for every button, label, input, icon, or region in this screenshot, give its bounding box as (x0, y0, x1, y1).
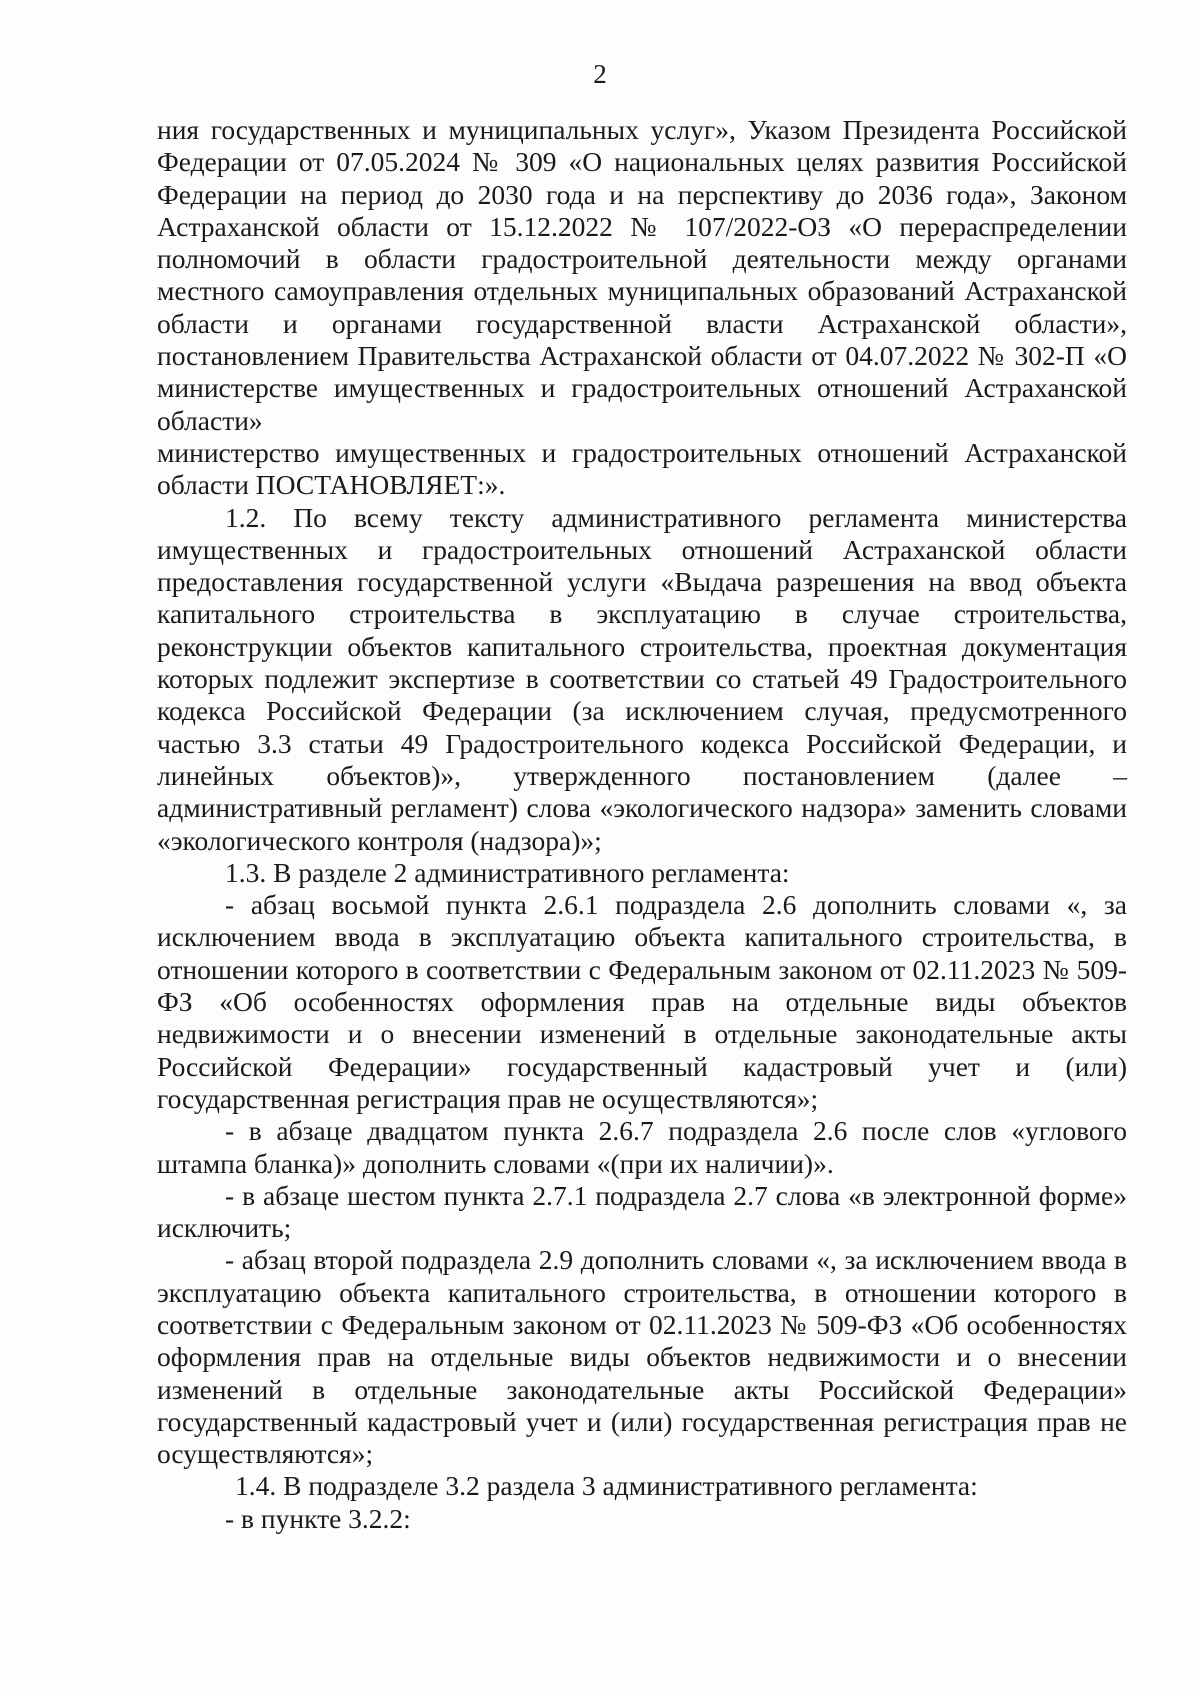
document-body (157, 114, 1127, 1535)
list-item-2-6-1: - абзац восьмой пункта 2.6.1 подраздела 2.6 дополнить словами «, за исключением ввода в эксплуатацию объекта капитального строительства, в отношении которого в соответствии с Федеральным законом от 02.11.2023 № 509-ФЗ «Об особенностях оформления прав на отдельные виды объектов недвижимости и о внесении изменений в отдельные законодательные акты Российской Федерации» государственный кадастровый учет и (или) государственная регистрация прав не осуществляются»; (157, 889, 1127, 1114)
list-item-3-2-2: - в пункте 3.2.2: (225, 1502, 411, 1534)
list-item-2-7-1: - в абзаце шестом пункта 2.7.1 подраздела 2.7 слова «в электронной форме» исключить; (157, 1179, 1127, 1244)
paragraph-resolves: министерство имущественных и градостроительных отношений Астраханской области ПОСТАНОВЛЯЕТ:». (157, 436, 1127, 501)
list-item-2-9: - абзац второй подраздела 2.9 дополнить словами «, за исключением ввода в эксплуатацию объекта капитального строительства, в отношении которого в соответствии с Федеральным законом от 02.11.2023 № 509-ФЗ «Об особенностях оформления прав на отдельные виды объектов недвижимости и о внесении изменений в отдельные законодательные акты Российской Федерации» государственный кадастровый учет и (или) государственная регистрация прав не осуществляются»; (157, 1244, 1127, 1470)
paragraph-1-2: 1.2. По всему тексту административного регламента министерства имущественных и градостроительных отношений Астраханской области предоставления государственной услуги «Выдача разрешения на ввод объекта капитального строительства в эксплуатацию в случае строительства, реконструкции объектов капитального строительства, проектная документация которых подлежит экспертизе в соответствии со статьей 49 Градостроительного кодекса Российской Федерации (за исключением случая, предусмотренного частью 3.3 статьи 49 Градостроительного кодекса Российской Федерации, и линейных объектов)», утвержденного постановлением (далее – административный регламент) слова «экологического надзора» заменить словами «экологического контроля (надзора)»; (157, 501, 1127, 856)
page-number: 2 (593, 59, 607, 89)
paragraph-1-3: 1.3. В разделе 2 административного регламента: (225, 856, 790, 888)
list-item-2-6-7: - в абзаце двадцатом пункта 2.6.7 подраздела 2.6 после слов «углового штампа бланка)» дополнить словами «(при их наличии)». (157, 1115, 1127, 1179)
paragraph-legal-basis: ния государственных и муниципальных услуг», Указом Президента Российской Федерации от 07.05.2024 № 309 «О национальных целях развития Российской Федерации на период до 2030 года и на перспективу до 2036 года», Законом Астраханской области от 15.12.2022 № 107/2022-ОЗ «О перераспределении полномочий в области градостроительной деятельности между органами местного самоуправления отдельных муниципальных образований Астраханской области и органами государственной власти Астраханской области», постановлением Правительства Астраханской области от 04.07.2022 № 302-П «О министерстве имущественных и градостроительных отношений Астраханской области» (157, 114, 1127, 436)
paragraph-1-4: 1.4. В подразделе 3.2 раздела 3 административного регламента: (235, 1470, 978, 1502)
